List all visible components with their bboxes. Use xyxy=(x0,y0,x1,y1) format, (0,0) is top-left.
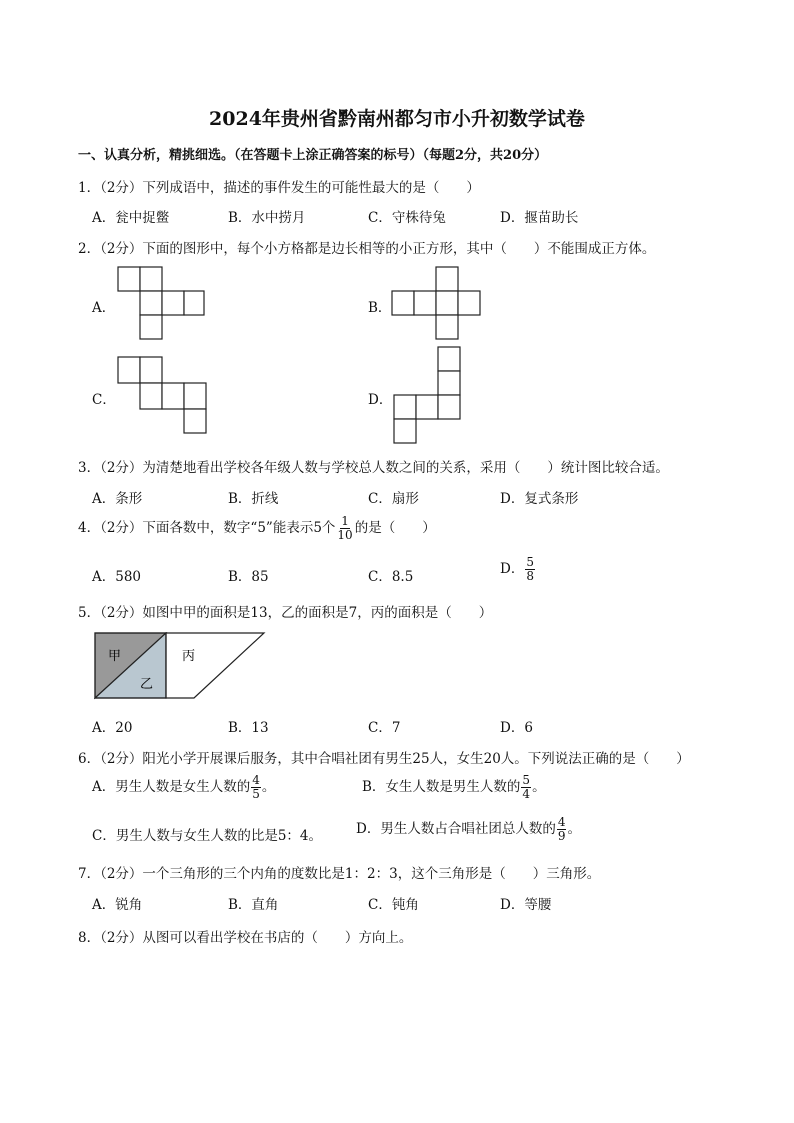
q3-option-a[interactable]: A．条形 xyxy=(92,491,143,507)
question-6: 6．（2分）阳光小学开展课后服务，其中合唱社团有男生25人，女生20人。下列说法正确的是（ ） xyxy=(78,751,690,767)
question-3: 3．（2分）为清楚地看出学校各年级人数与学校总人数之间的关系，采用（ ）统计图比较合适。 xyxy=(78,460,669,476)
q6-option-b[interactable] xyxy=(362,774,546,801)
q6-d-num: 4 xyxy=(557,815,566,829)
q4-option-d[interactable] xyxy=(500,556,536,583)
q4-frac-den: 10 xyxy=(337,528,353,542)
q1-option-a[interactable]: A．瓮中捉鳖 xyxy=(92,210,170,226)
question-8: 8．（2分）从图可以看出学校在书店的（ ）方向上。 xyxy=(78,930,413,946)
q3-option-b[interactable]: B．折线 xyxy=(228,491,279,507)
question-4 xyxy=(78,515,436,542)
section-heading: 一、认真分析，精挑细选。（在答题卡上涂正确答案的标号）（每题2分，共20分） xyxy=(78,148,548,163)
q6-d-fraction xyxy=(557,816,567,843)
q6-d-text: D．男生人数占合唱社团总人数的 xyxy=(356,821,556,837)
q6-b-den: 4 xyxy=(522,787,531,801)
q2-option-a[interactable]: A． xyxy=(92,300,116,316)
q4-option-c[interactable]: C．8.5 xyxy=(368,569,414,585)
q7-option-b[interactable]: B．直角 xyxy=(228,897,279,913)
q6-option-c[interactable]: C．男生人数与女生人数的比是5：4。 xyxy=(92,828,323,844)
q7-option-c[interactable]: C．钝角 xyxy=(368,897,419,913)
area-figure xyxy=(94,632,266,700)
q6-d-period: 。 xyxy=(567,821,581,837)
label-bing: 丙 xyxy=(182,649,196,664)
q6-b-period: 。 xyxy=(532,779,546,795)
question-1: 1．（2分）下列成语中，描述的事件发生的可能性最大的是（ ） xyxy=(78,180,480,196)
q7-option-a[interactable]: A．锐角 xyxy=(92,897,143,913)
q6-a-den: 5 xyxy=(252,787,260,801)
cube-net-c xyxy=(116,356,212,436)
page-title: 2024年贵州省黔南州都匀市小升初数学试卷 xyxy=(209,108,585,130)
q6-a-num: 4 xyxy=(252,773,260,787)
q6-d-den: 9 xyxy=(557,829,566,843)
q4-text-before: 4．（2分）下面各数中，数字“5”能表示5个 xyxy=(78,520,336,536)
q5-option-c[interactable]: C．7 xyxy=(368,720,401,736)
q2-option-c[interactable]: C． xyxy=(92,392,116,408)
q2-option-b[interactable]: B． xyxy=(368,300,392,316)
q1-option-b[interactable]: B．水中捞月 xyxy=(228,210,306,226)
label-yi: 乙 xyxy=(140,677,154,692)
q3-option-c[interactable]: C．扇形 xyxy=(368,491,419,507)
q6-a-period: 。 xyxy=(261,779,276,795)
q4-option-d-den: 8 xyxy=(526,569,534,583)
q4-option-a[interactable]: A．580 xyxy=(92,569,142,585)
q4-fraction xyxy=(336,515,353,542)
q5-option-b[interactable]: B．13 xyxy=(228,720,269,736)
q4-option-d-fraction xyxy=(525,556,535,583)
region-bing xyxy=(166,633,264,698)
q7-option-d[interactable]: D．等腰 xyxy=(500,897,552,913)
label-jia: 甲 xyxy=(108,649,122,664)
q6-a-text: A．男生人数是女生人数的 xyxy=(92,779,251,795)
cube-net-b xyxy=(390,266,486,342)
cube-net-d xyxy=(392,346,466,446)
q6-b-text: B．女生人数是男生人数的 xyxy=(362,779,521,795)
q5-option-a[interactable]: A．20 xyxy=(92,720,133,736)
q6-b-fraction xyxy=(521,774,531,801)
question-7: 7．（2分）一个三角形的三个内角的度数比是1：2：3，这个三角形是（ ）三角形。 xyxy=(78,866,601,882)
q1-option-c[interactable]: C．守株待兔 xyxy=(368,210,446,226)
q4-option-d-num: 5 xyxy=(526,555,534,569)
q4-text-after: 的是（ ） xyxy=(354,520,436,536)
q2-option-d[interactable]: D． xyxy=(368,392,393,408)
q4-frac-num: 1 xyxy=(341,514,349,528)
q6-b-num: 5 xyxy=(522,773,531,787)
q6-option-d[interactable] xyxy=(356,816,581,843)
q1-option-d[interactable]: D．揠苗助长 xyxy=(500,210,579,226)
question-5: 5．（2分）如图中甲的面积是13，乙的面积是7，丙的面积是（ ） xyxy=(78,605,493,621)
cube-net-a xyxy=(116,266,208,342)
q5-option-d[interactable]: D．6 xyxy=(500,720,533,736)
q6-a-fraction xyxy=(251,774,261,801)
q3-option-d[interactable]: D．复式条形 xyxy=(500,491,579,507)
q4-option-b[interactable]: B．85 xyxy=(228,569,269,585)
q6-option-a[interactable] xyxy=(92,774,275,801)
question-2: 2．（2分）下面的图形中，每个小方格都是边长相等的小正方形，其中（ ）不能围成正方体。 xyxy=(78,241,656,257)
q4-option-d-prefix: D． xyxy=(500,561,525,577)
